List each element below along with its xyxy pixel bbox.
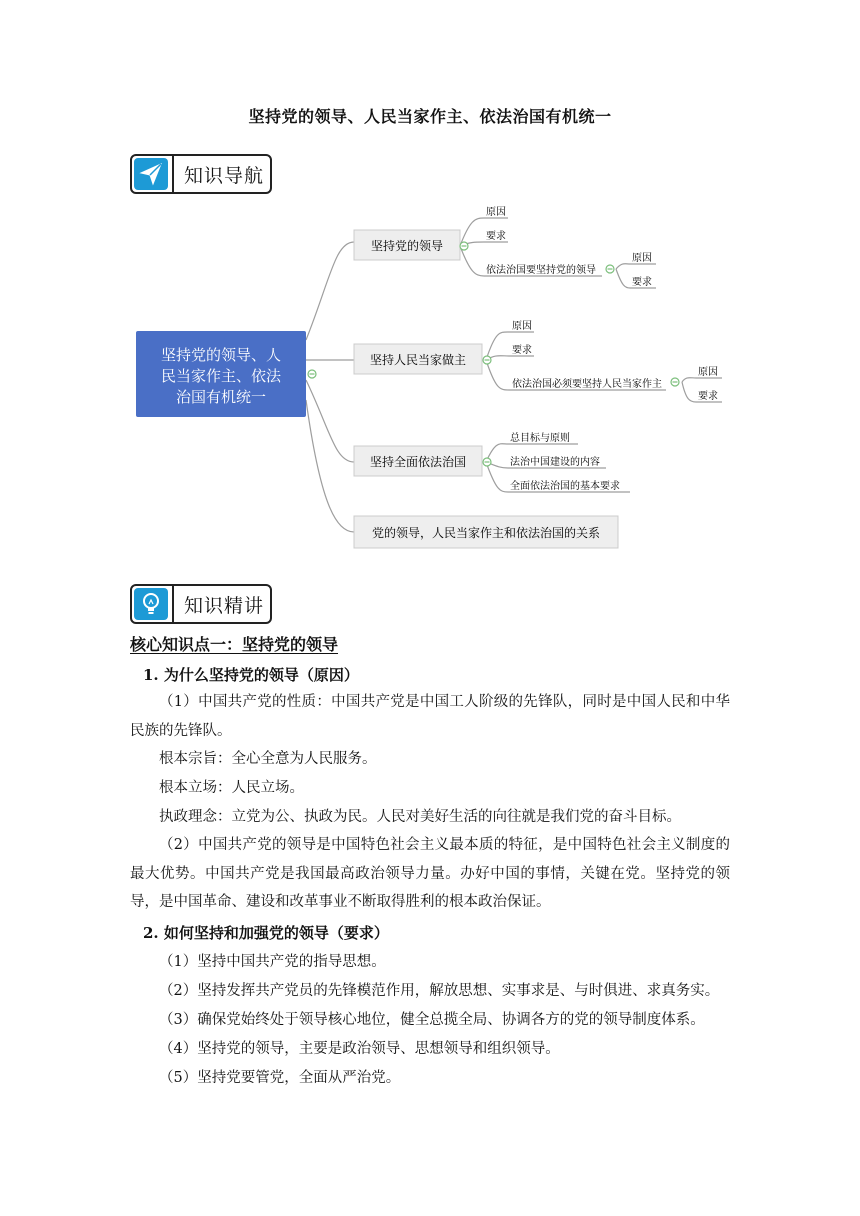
leaf-label: 要求 xyxy=(486,231,506,242)
badge-divider xyxy=(172,156,174,192)
branch-label: 党的领导，人民当家作主和依法治国的关系 xyxy=(371,526,601,540)
requirement-item: （5）坚持党要管党，全面从严治党。 xyxy=(159,1070,401,1086)
paragraph-essential-feature: （2）中国共产党的领导是中国特色社会主义最本质的特征，是中国特色社会主义制度的最大优势。中国共产党是我国最高政治领导力量。办好中国的事情，关键在党。坚持党的领导，是中国革命、建设和改革事业不断取得胜利的根本政治保证。 xyxy=(130,837,730,910)
leaf-label: 原因 xyxy=(632,253,652,264)
branch-label: 坚持全面依法治国 xyxy=(369,455,467,469)
leaf-label: 要求 xyxy=(512,345,532,356)
requirement-item: （1）坚持中国共产党的指导思想。 xyxy=(159,954,386,970)
requirement-item: （3）确保党始终处于领导核心地位，健全总揽全局、协调各方的党的领导制度体系。 xyxy=(159,1012,705,1028)
section-heading: 核心知识点一：坚持党的领导 xyxy=(130,635,339,654)
knowledge-lecture-badge xyxy=(130,584,272,624)
badge-label: 知识导航 xyxy=(184,164,265,187)
paper-plane-icon xyxy=(134,158,168,190)
leaf-label: 全面依法治国的基本要求 xyxy=(510,481,620,492)
document-title: 坚持党的领导、人民当家作主、依法治国有机统一 xyxy=(248,107,612,126)
leaf-label: 原因 xyxy=(486,207,506,218)
root-line-3: 治国有机统一 xyxy=(175,388,267,406)
badge-label: 知识精讲 xyxy=(184,594,265,617)
badge-divider xyxy=(172,586,174,622)
requirement-item: （2）坚持发挥共产党员的先锋模范作用，解放思想、实事求是、与时俱进、求真务实。 xyxy=(159,983,720,999)
leaf-label: 法治中国建设的内容 xyxy=(510,457,600,468)
question-heading-why: 1. 为什么坚持党的领导（原因） xyxy=(143,666,359,684)
knowledge-navigation-badge xyxy=(130,154,272,194)
leaf-label: 要求 xyxy=(632,277,652,288)
leaf-label: 原因 xyxy=(512,321,532,332)
root-line-2: 民当家作主、依法 xyxy=(160,367,282,385)
branch-label: 坚持人民当家做主 xyxy=(369,353,467,367)
root-line-1: 坚持党的领导、人 xyxy=(160,346,282,364)
leaf-label: 要求 xyxy=(698,391,718,402)
leaf-label: 总目标与原则 xyxy=(510,433,570,444)
question-heading-how: 2. 如何坚持和加强党的领导（要求） xyxy=(143,924,389,942)
paragraph-nature: （1）中国共产党的性质：中国共产党是中国工人阶级的先锋队，同时是中国人民和中华民族的先锋队。 xyxy=(130,694,730,739)
leaf-label: 依法治国要坚持党的领导 xyxy=(486,265,596,276)
paragraph-philosophy: 执政理念：立党为公、执政为民。人民对美好生活的向往就是我们党的奋斗目标。 xyxy=(159,809,681,825)
mind-map xyxy=(130,200,730,552)
leaf-label: 原因 xyxy=(698,367,718,378)
leaf-label: 依法治国必须要坚持人民当家作主 xyxy=(512,379,662,390)
paragraph-stance: 根本立场：人民立场。 xyxy=(159,780,304,796)
branch-label: 坚持党的领导 xyxy=(370,239,444,253)
requirement-item: （4）坚持党的领导，主要是政治领导、思想领导和组织领导。 xyxy=(159,1041,560,1057)
paragraph-purpose: 根本宗旨：全心全意为人民服务。 xyxy=(159,751,377,767)
lightbulb-icon xyxy=(134,588,168,620)
